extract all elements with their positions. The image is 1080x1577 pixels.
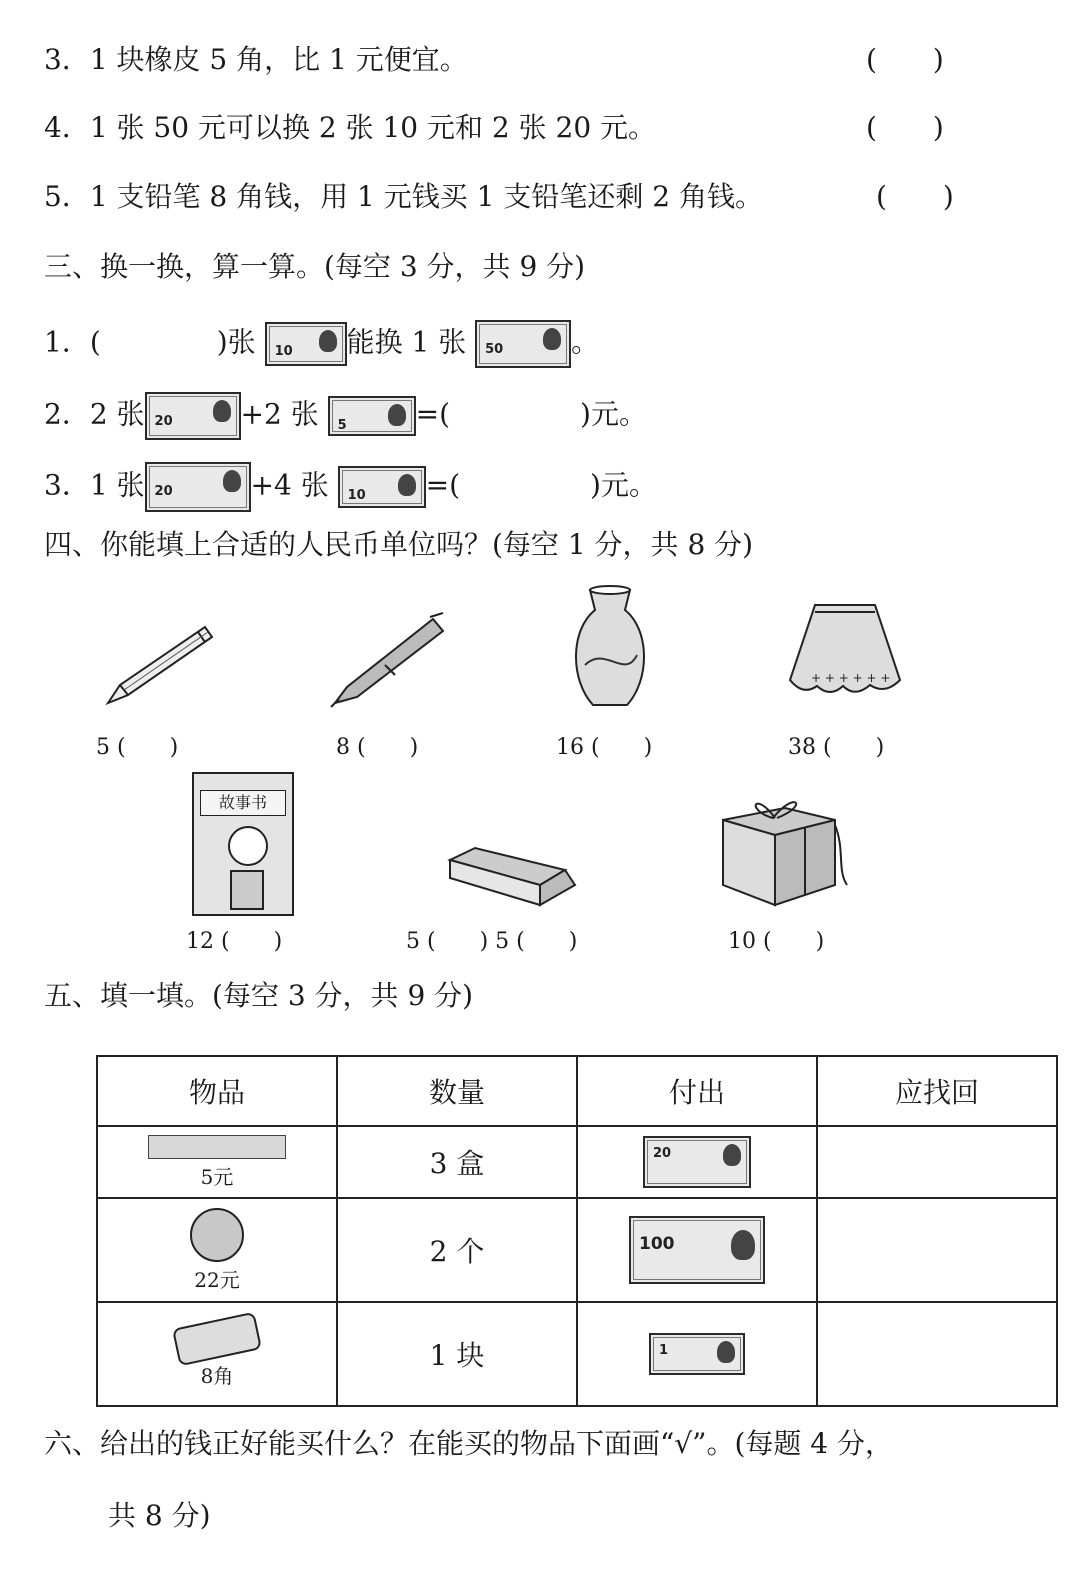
column-header: 应找回 — [817, 1056, 1057, 1126]
pencil-icon — [100, 615, 220, 710]
price-label[interactable]: 12 ( ) — [186, 929, 283, 954]
price-label[interactable]: 8 ( ) — [336, 735, 419, 760]
q2-plus: +2 张 — [240, 397, 319, 431]
skirt-icon — [785, 600, 905, 705]
vase-icon — [565, 585, 655, 710]
judgment-text: 3．1 块橡皮 5 角，比 1 元便宜。 — [44, 43, 468, 76]
banknote-1-icon: 1 — [649, 1333, 745, 1375]
judgment-item-4 — [44, 108, 656, 148]
judgment-item-3 — [44, 40, 468, 80]
storybook-icon — [192, 772, 294, 916]
banknote-20-icon: 20 — [145, 392, 241, 440]
quantity-cell: 3 盒 — [337, 1126, 577, 1198]
quantity-cell: 2 个 — [337, 1198, 577, 1302]
eraser-icon — [172, 1311, 262, 1366]
item-cell — [97, 1198, 337, 1302]
section-6-title: 六、给出的钱正好能买什么？在能买的物品下面画“√”。(每题 4 分， — [44, 1427, 894, 1460]
item-price: 8角 — [200, 1363, 234, 1388]
banknote-5-icon: 5 — [328, 396, 416, 436]
change-table — [96, 1055, 1058, 1407]
q2-end: )元。 — [580, 397, 647, 431]
table-row — [97, 1302, 1057, 1406]
quantity-cell: 1 块 — [337, 1302, 577, 1406]
q1-prefix: 1．( — [44, 325, 101, 359]
q3-prefix: 3．1 张 — [44, 468, 145, 502]
q3-plus: +4 张 — [250, 468, 329, 502]
ball-icon — [190, 1208, 244, 1262]
table-row — [97, 1126, 1057, 1198]
item-cell — [97, 1126, 337, 1198]
exchange-question-3 — [44, 462, 657, 512]
price-label[interactable]: 16 ( ) — [556, 735, 653, 760]
pencil-box-icon — [445, 840, 580, 910]
answer-blank[interactable]: ( ) — [866, 111, 944, 144]
price-label[interactable]: 5 ( ) — [96, 735, 179, 760]
section-6-title-cont: 共 8 分) — [108, 1499, 211, 1532]
price-label[interactable]: 10 ( ) — [728, 929, 825, 954]
book-title: 故事书 — [200, 790, 286, 816]
q1-unit: )张 — [216, 325, 256, 359]
pen-icon — [325, 605, 450, 710]
svg-text:+ + + + + +: + + + + + + — [811, 671, 891, 685]
q1-text: 能换 1 张 — [346, 325, 467, 359]
table-row — [97, 1198, 1057, 1302]
exchange-question-2 — [44, 392, 647, 440]
section-5-title: 五、填一填。(每空 3 分，共 9 分) — [44, 979, 474, 1012]
section-4-title: 四、你能填上合适的人民币单位吗？(每空 1 分，共 8 分) — [44, 528, 754, 561]
banknote-20-icon: 20 — [643, 1136, 751, 1188]
answer-blank[interactable]: ( ) — [866, 43, 944, 76]
q2-equals: =( — [415, 397, 451, 431]
item-cell — [97, 1302, 337, 1406]
judgment-item-5 — [44, 177, 763, 217]
judgment-text: 5．1 支铅笔 8 角钱，用 1 元钱买 1 支铅笔还剩 2 角钱。 — [44, 180, 763, 213]
paid-cell — [577, 1302, 817, 1406]
change-answer-cell[interactable] — [817, 1198, 1057, 1302]
banknote-50-icon: 50 — [475, 320, 571, 368]
paid-cell — [577, 1198, 817, 1302]
change-answer-cell[interactable] — [817, 1302, 1057, 1406]
change-answer-cell[interactable] — [817, 1126, 1057, 1198]
banknote-20-icon: 20 — [145, 462, 251, 512]
item-price: 5元 — [200, 1164, 234, 1189]
column-header: 付出 — [577, 1056, 817, 1126]
q2-prefix: 2．2 张 — [44, 397, 145, 431]
banknote-100-icon: 100 — [629, 1216, 765, 1284]
pencil-case-icon — [148, 1135, 286, 1159]
banknote-10-icon: 10 — [265, 322, 347, 366]
price-label[interactable]: 5 ( ) 5 ( ) — [406, 929, 578, 954]
q3-end: )元。 — [590, 468, 657, 502]
exchange-question-1 — [44, 320, 599, 368]
column-header: 数量 — [337, 1056, 577, 1126]
q3-equals: =( — [425, 468, 461, 502]
item-price: 22元 — [194, 1267, 240, 1292]
judgment-text: 4．1 张 50 元可以换 2 张 10 元和 2 张 20 元。 — [44, 111, 657, 144]
answer-blank[interactable]: ( ) — [876, 180, 954, 213]
price-label[interactable]: 38 ( ) — [788, 735, 885, 760]
column-header: 物品 — [97, 1056, 337, 1126]
gift-box-icon — [715, 790, 850, 910]
table-header-row — [97, 1056, 1057, 1126]
banknote-10-icon: 10 — [338, 466, 426, 508]
paid-cell — [577, 1126, 817, 1198]
section-3-title: 三、换一换，算一算。(每空 3 分，共 9 分) — [44, 250, 586, 283]
q1-end: 。 — [571, 325, 600, 359]
